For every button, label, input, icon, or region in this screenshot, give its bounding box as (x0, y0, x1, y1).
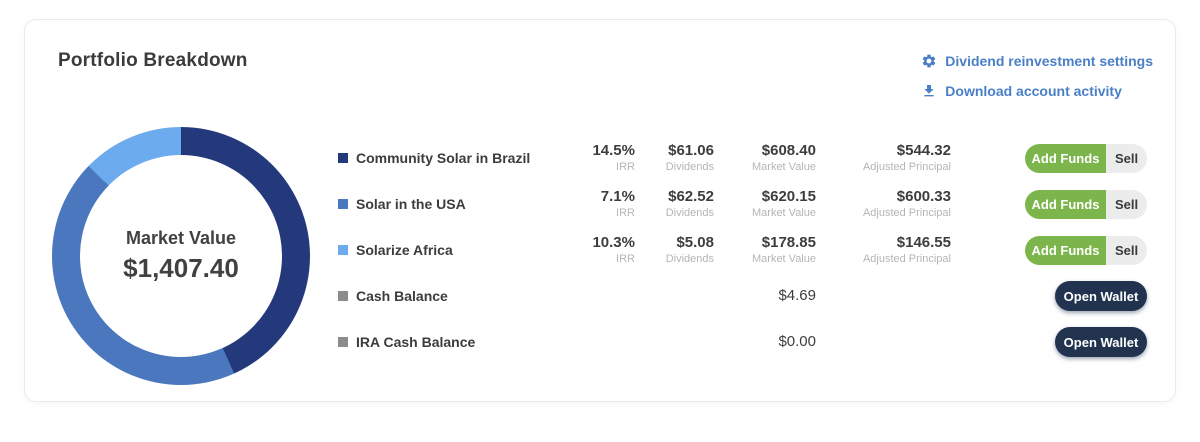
irr-label: IRR (616, 161, 635, 173)
adjusted-principal-stat (816, 234, 951, 266)
irr-value: 7.1% (600, 188, 635, 205)
add-funds-button[interactable]: Add Funds (1025, 236, 1106, 265)
irr-value: 10.3% (592, 234, 635, 251)
holdings-list (338, 135, 1147, 385)
adjusted-principal-label: Adjusted Principal (862, 161, 951, 173)
market-value-value: $0.00 (778, 333, 816, 350)
donut-center-value: $1,407.40 (123, 253, 239, 283)
donut-center (80, 155, 282, 357)
sell-button[interactable]: Sell (1106, 144, 1147, 173)
download-account-activity-link[interactable] (921, 83, 1153, 99)
market-value-stat (714, 142, 816, 174)
legend-swatch (338, 291, 348, 301)
adjusted-principal-value: $544.32 (896, 142, 951, 159)
adjusted-principal-value: $600.33 (896, 188, 951, 205)
holding-row-cash-balance (338, 273, 1147, 319)
adjusted-principal-label: Adjusted Principal (862, 253, 951, 265)
irr-stat (568, 234, 635, 266)
download-activity-label: Download account activity (945, 83, 1122, 99)
download-icon (921, 83, 937, 99)
donut-center-label: Market Value (125, 228, 237, 248)
dividends-stat (635, 142, 714, 174)
holding-name: Cash Balance (356, 288, 448, 304)
row-actions (1025, 236, 1147, 265)
dividends-label: Dividends (665, 161, 714, 173)
holding-row-solar-usa (338, 181, 1147, 227)
portfolio-breakdown-card (24, 19, 1176, 402)
dividends-value: $5.08 (676, 234, 714, 251)
market-value-value: $620.15 (761, 188, 816, 205)
gear-icon (921, 53, 937, 69)
adjusted-principal-value: $146.55 (896, 234, 951, 251)
row-actions (1025, 144, 1147, 173)
market-value-value: $178.85 (761, 234, 816, 251)
dividends-label: Dividends (665, 253, 714, 265)
holding-row-ira-cash-balance (338, 319, 1147, 365)
add-funds-sell-pill (1025, 190, 1147, 219)
market-value-label: Market Value (752, 207, 816, 219)
market-value-stat (714, 333, 816, 351)
holding-name: Community Solar in Brazil (356, 150, 531, 166)
market-value-label: Market Value (752, 161, 816, 173)
irr-value: 14.5% (592, 142, 635, 159)
adjusted-principal-stat (816, 188, 951, 220)
adjusted-principal-label: Adjusted Principal (862, 207, 951, 219)
open-wallet-button[interactable]: Open Wallet (1055, 281, 1147, 311)
holding-name-cell (338, 196, 568, 212)
holding-name: Solar in the USA (356, 196, 466, 212)
holding-row-community-solar-brazil (338, 135, 1147, 181)
dividend-reinvestment-settings-link[interactable] (921, 53, 1153, 69)
add-funds-button[interactable]: Add Funds (1025, 144, 1106, 173)
row-actions (1025, 327, 1147, 357)
card-header (25, 20, 1175, 99)
market-value-stat (714, 287, 816, 305)
adjusted-principal-stat (816, 142, 951, 174)
dividends-value: $62.52 (668, 188, 714, 205)
holding-name-cell (338, 334, 568, 350)
header-links (921, 53, 1153, 99)
dividend-settings-label: Dividend reinvestment settings (945, 53, 1153, 69)
holding-name-cell (338, 288, 568, 304)
add-funds-button[interactable]: Add Funds (1025, 190, 1106, 219)
market-value-stat (714, 188, 816, 220)
market-value-value: $4.69 (778, 287, 816, 304)
row-actions (1025, 190, 1147, 219)
add-funds-sell-pill (1025, 144, 1147, 173)
dividends-stat (635, 234, 714, 266)
page-title: Portfolio Breakdown (58, 50, 248, 71)
open-wallet-button[interactable]: Open Wallet (1055, 327, 1147, 357)
row-actions (1025, 281, 1147, 311)
holding-name: IRA Cash Balance (356, 334, 476, 350)
dividends-stat (635, 188, 714, 220)
market-value-label: Market Value (752, 253, 816, 265)
irr-stat (568, 188, 635, 220)
holding-name-cell (338, 242, 568, 258)
legend-swatch (338, 337, 348, 347)
dividends-value: $61.06 (668, 142, 714, 159)
legend-swatch (338, 199, 348, 209)
market-value-stat (714, 234, 816, 266)
holding-row-solarize-africa (338, 227, 1147, 273)
holding-name-cell (338, 150, 568, 166)
add-funds-sell-pill (1025, 236, 1147, 265)
irr-label: IRR (616, 207, 635, 219)
legend-swatch (338, 153, 348, 163)
sell-button[interactable]: Sell (1106, 190, 1147, 219)
card-content (25, 90, 1175, 385)
irr-stat (568, 142, 635, 174)
irr-label: IRR (616, 253, 635, 265)
sell-button[interactable]: Sell (1106, 236, 1147, 265)
legend-swatch (338, 245, 348, 255)
holding-name: Solarize Africa (356, 242, 453, 258)
dividends-label: Dividends (665, 207, 714, 219)
market-value-donut-chart (52, 127, 310, 385)
market-value-value: $608.40 (761, 142, 816, 159)
